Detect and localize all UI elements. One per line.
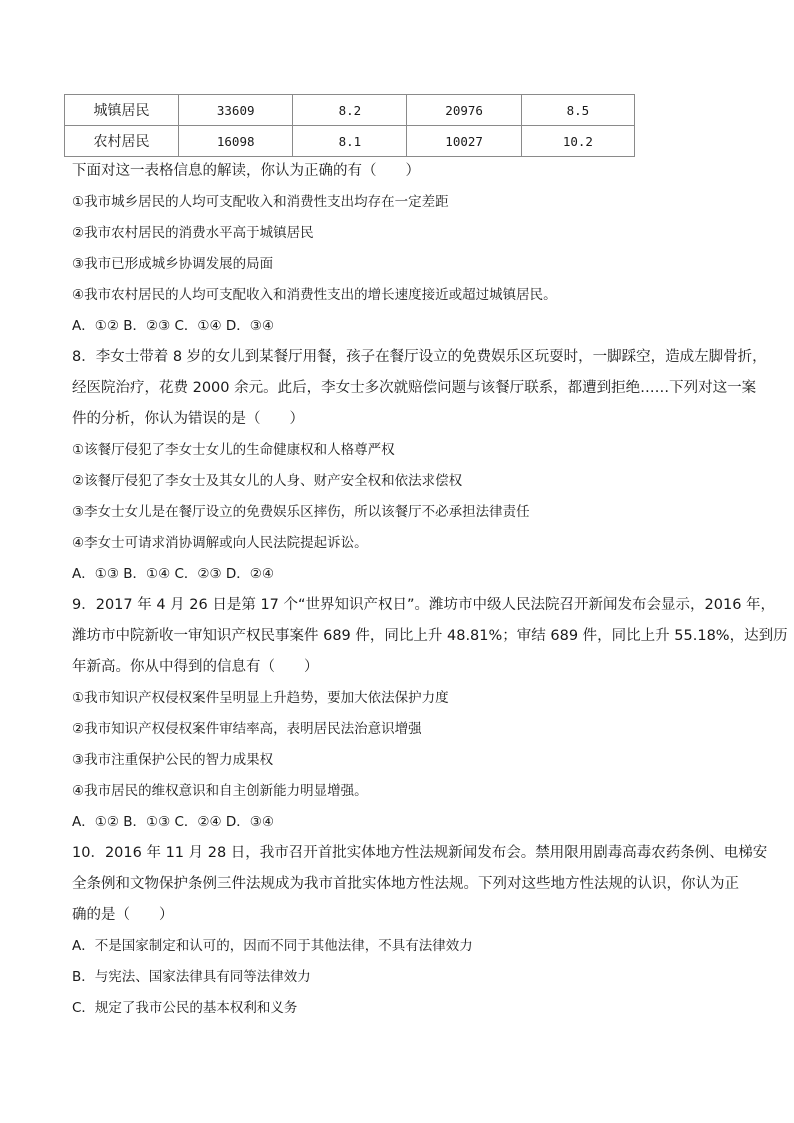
question-stem: 经医院治疗，花费 2000 余元。此后，李女士多次就赔偿问题与该餐厅联系，都遭到拒绝……下列对这一案 [72,380,757,396]
option-statement: ②该餐厅侵犯了李女士及其女儿的人身、财产安全权和依法求偿权 [72,473,463,489]
income-table [64,94,635,157]
option-statement: ①我市城乡居民的人均可支配收入和消费性支出均存在一定差距 [72,194,449,210]
table-cell: 8.1 [293,126,407,157]
question-text [72,161,788,1029]
question-stem: 确的是（ ） [72,907,174,923]
question-stem: 10．2016 年 11 月 28 日，我市召开首批实体地方性法规新闻发布会。禁用限用剧毒高毒农药条例、电梯安 [72,845,768,861]
table-cell: 10.2 [521,126,634,157]
question-stem: 潍坊市中院新收一审知识产权民事案件 689 件，同比上升 48.81%；审结 689 件，同比上升 55.18%，达到历 [72,628,788,644]
option-statement: ③我市已形成城乡协调发展的局面 [72,256,274,272]
answer-choice: A．不是国家制定和认可的，因而不同于其他法律，不具有法律效力 [72,938,473,954]
table-cell: 10027 [407,126,521,157]
answer-choices: A．①② B．①③ C．②④ D．③④ [72,814,275,830]
question-stem: 件的分析，你认为错误的是（ ） [72,411,304,427]
question-stem: 下面对这一表格信息的解读，你认为正确的有（ ） [72,163,420,179]
option-statement: ③李女士女儿是在餐厅设立的免费娱乐区摔伤，所以该餐厅不必承担法律责任 [72,504,530,520]
row-label: 城镇居民 [65,95,179,126]
table-cell: 20976 [407,95,521,126]
question-stem: 全条例和文物保护条例三件法规成为我市首批实体地方性法规。下列对这些地方性法规的认识，你认为正 [72,876,739,892]
option-statement: ②我市知识产权侵权案件审结率高，表明居民法治意识增强 [72,721,422,737]
table-cell: 8.2 [293,95,407,126]
answer-choice: B．与宪法、国家法律具有同等法律效力 [72,969,311,985]
question-stem: 8．李女士带着 8 岁的女儿到某餐厅用餐，孩子在餐厅设立的免费娱乐区玩耍时，一脚踩空，造成左脚骨折， [72,349,767,365]
table-cell: 33609 [179,95,293,126]
table-row [65,126,635,157]
row-label: 农村居民 [65,126,179,157]
option-statement: ④李女士可请求消协调解或向人民法院提起诉讼。 [72,535,368,551]
option-statement: ④我市农村居民的人均可支配收入和消费性支出的增长速度接近或超过城镇居民。 [72,287,557,303]
answer-choices: A．①② B．②③ C．①④ D．③④ [72,318,275,334]
option-statement: ③我市注重保护公民的智力成果权 [72,752,274,768]
answer-choice: C．规定了我市公民的基本权利和义务 [72,1000,298,1016]
option-statement: ②我市农村居民的消费水平高于城镇居民 [72,225,314,241]
option-statement: ④我市居民的维权意识和自主创新能力明显增强。 [72,783,368,799]
option-statement: ①该餐厅侵犯了李女士女儿的生命健康权和人格尊严权 [72,442,395,458]
question-stem: 年新高。你从中得到的信息有（ ） [72,659,319,675]
answer-choices: A．①③ B．①④ C．②③ D．②④ [72,566,275,582]
table-row [65,95,635,126]
table-cell: 8.5 [521,95,634,126]
question-stem: 9．2017 年 4 月 26 日是第 17 个“世界知识产权日”。潍坊市中级人民法院召开新闻发布会显示，2016 年， [72,597,776,613]
table-cell: 16098 [179,126,293,157]
option-statement: ①我市知识产权侵权案件呈明显上升趋势，要加大依法保护力度 [72,690,449,706]
